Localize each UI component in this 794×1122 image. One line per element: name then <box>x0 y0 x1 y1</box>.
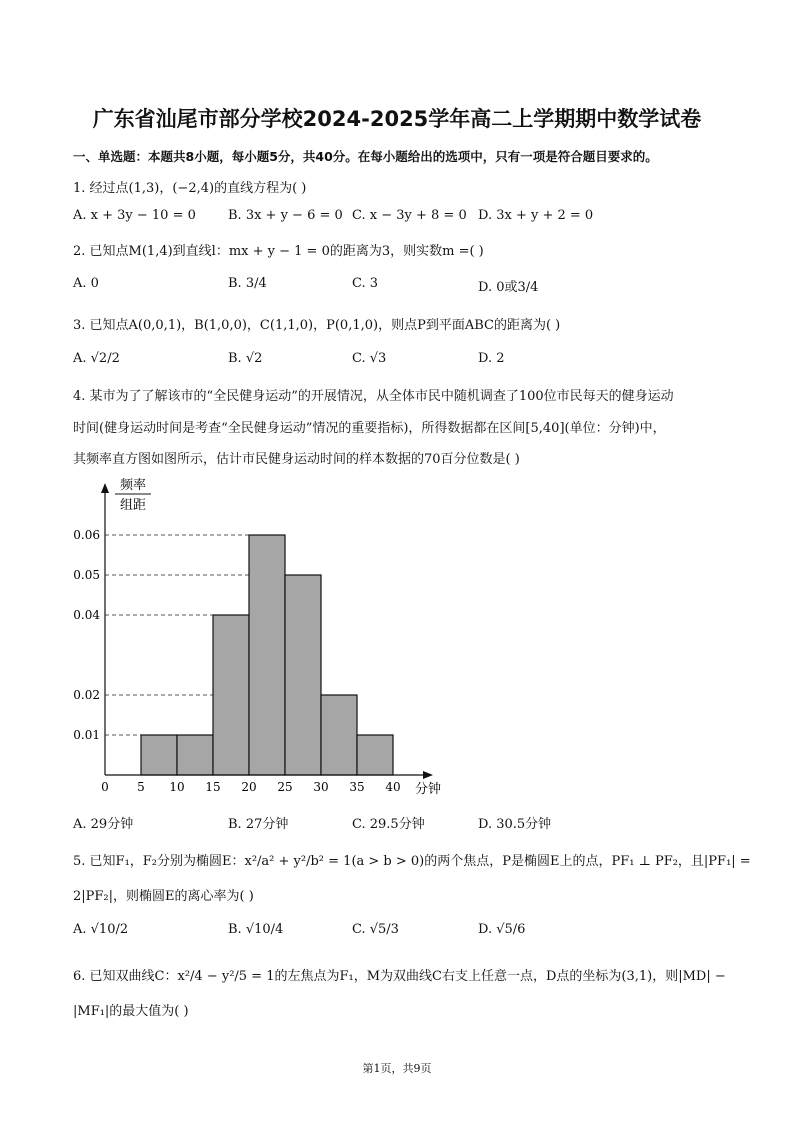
question-stem-line: 2|PF₂|，则椭圆E的离心率为( ) <box>73 889 254 904</box>
section-heading: 一、单选题：本题共8小题，每小题5分，共40分。在每小题给出的选项中，只有一项是符合题目要求的。 <box>73 149 658 164</box>
page-footer: 第1页，共9页 <box>362 1062 432 1075</box>
option-c: C. 29.5分钟 <box>352 817 425 832</box>
y-axis-label-bottom: 组距 <box>119 498 147 513</box>
x-tick-label: 30 <box>313 780 329 794</box>
option-c: C. √5/3 <box>352 922 399 937</box>
option-b: B. 27分钟 <box>228 817 289 832</box>
option-c: C. x − 3y + 8 = 0 <box>352 208 467 223</box>
y-tick-label: 0.04 <box>73 608 100 622</box>
question-1 <box>73 177 306 196</box>
question-stem: 经过点(1,3)，(−2,4)的直线方程为( ) <box>89 181 307 196</box>
question-number: 2. <box>73 244 86 259</box>
x-tick-label: 35 <box>349 780 365 794</box>
question-5 <box>73 850 751 869</box>
histogram-bar <box>321 695 357 775</box>
y-axis-arrow <box>101 483 109 493</box>
question-stem-line: 某市为了了解该市的“全民健身运动”的开展情况，从全体市民中随机调查了100位市民每天的健身运动 <box>89 389 674 404</box>
option-a: A. 0 <box>73 276 99 291</box>
question-stem-line: 已知F₁，F₂分别为椭圆E：x²/a² + y²/b² = 1(a > b > 0)的两个焦点，P是椭圆E上的点，PF₁ ⊥ PF₂，且|PF₁| = <box>89 854 751 869</box>
histogram-bar <box>249 535 285 775</box>
x-tick-label: 40 <box>385 780 401 794</box>
option-c: C. 3 <box>352 276 379 291</box>
option-d: D. 2 <box>478 351 505 366</box>
question-stem: 已知点M(1,4)到直线l：mx + y − 1 = 0的距离为3，则实数m =( ) <box>89 244 484 259</box>
option-d: D. 30.5分钟 <box>478 817 552 832</box>
y-tick-label: 0.06 <box>73 528 100 542</box>
question-stem-line: 已知双曲线C：x²/4 − y²/5 = 1的左焦点为F₁，M为双曲线C右支上任意一点，D点的坐标为(3,1)，则|MD| − <box>89 969 726 984</box>
option-a: A. x + 3y − 10 = 0 <box>73 208 196 223</box>
y-axis-label-top: 频率 <box>119 478 147 493</box>
histogram-bar <box>285 575 321 775</box>
question-number: 6. <box>73 969 86 984</box>
origin-label: 0 <box>101 780 109 794</box>
question-6 <box>73 965 726 984</box>
question-stem-line: 时间(健身运动时间是考查“全民健身运动”情况的重要指标)，所得数据都在区间[5,40](单位：分钟)中， <box>73 421 666 436</box>
option-c: C. √3 <box>352 351 387 366</box>
question-2 <box>73 240 484 259</box>
x-axis-arrow <box>423 771 433 779</box>
x-tick-label: 5 <box>137 780 145 794</box>
question-stem: 已知点A(0,0,1)，B(1,0,0)，C(1,1,0)，P(0,1,0)，则点P到平面ABC的距离为( ) <box>89 318 561 333</box>
histogram-bar <box>177 735 213 775</box>
option-b: B. √2 <box>228 351 263 366</box>
option-a: A. √10/2 <box>73 922 129 937</box>
question-number: 5. <box>73 854 86 869</box>
histogram-bar <box>141 735 177 775</box>
y-tick-label: 0.05 <box>73 568 100 582</box>
y-tick-label: 0.02 <box>73 688 100 702</box>
option-b: B. 3x + y − 6 = 0 <box>228 208 343 223</box>
y-tick-label: 0.01 <box>73 728 100 742</box>
option-d: D. 0或3/4 <box>478 280 539 295</box>
x-axis-label: 分钟 <box>415 782 442 797</box>
x-tick-label: 20 <box>241 780 257 794</box>
question-stem-line: |MF₁|的最大值为( ) <box>73 1004 189 1019</box>
frequency-histogram <box>60 475 460 805</box>
option-d: D. 3x + y + 2 = 0 <box>478 208 594 223</box>
option-d: D. √5/6 <box>478 922 526 937</box>
option-a: A. √2/2 <box>73 351 120 366</box>
question-number: 3. <box>73 318 86 333</box>
page-title: 广东省汕尾市部分学校2024-2025学年高二上学期期中数学试卷 <box>92 107 702 131</box>
question-4 <box>73 385 674 404</box>
x-tick-label: 15 <box>205 780 221 794</box>
histogram-bar <box>357 735 393 775</box>
x-tick-label: 25 <box>277 780 293 794</box>
question-number: 1. <box>73 181 86 196</box>
question-number: 4. <box>73 389 86 404</box>
histogram-bar <box>213 615 249 775</box>
question-3 <box>73 314 560 333</box>
option-b: B. √10/4 <box>228 922 284 937</box>
question-stem-line: 其频率直方图如图所示，估计市民健身运动时间的样本数据的70百分位数是( ) <box>73 452 520 467</box>
x-tick-label: 10 <box>169 780 185 794</box>
option-a: A. 29分钟 <box>73 817 134 832</box>
option-b: B. 3/4 <box>228 276 267 291</box>
